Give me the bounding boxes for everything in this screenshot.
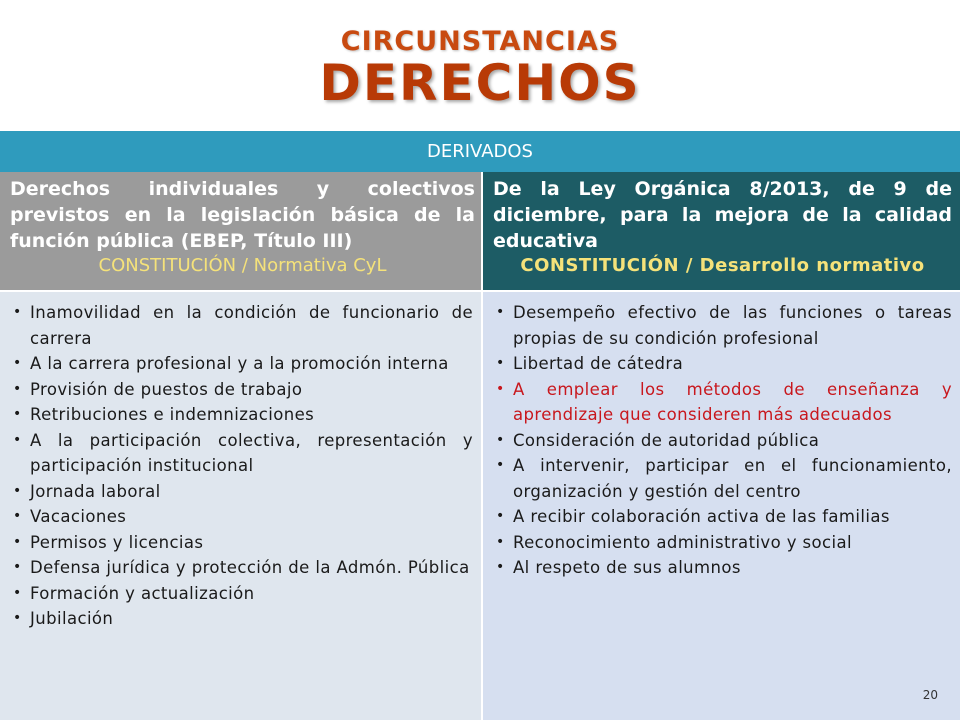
derivados-band: DERIVADOS: [0, 131, 960, 172]
list-item: • Desempeño efectivo de las funciones o tareas propias de su condición profesional: [493, 300, 952, 351]
list-item: • Jubilación: [10, 606, 473, 632]
list-item: • Retribuciones e indemnizaciones: [10, 402, 473, 428]
slide-subtitle: CIRCUNSTANCIAS: [340, 26, 620, 57]
list-item: • Permisos y licencias: [10, 530, 473, 556]
right-column-reference: CONSTITUCIÓN / Desarrollo normativo: [520, 255, 925, 276]
right-rights-list: [493, 300, 952, 581]
list-item: • A la carrera profesional y a la promoción interna: [10, 351, 473, 377]
list-item: • Reconocimiento administrativo y social: [493, 530, 952, 556]
list-item: • Vacaciones: [10, 504, 473, 530]
list-item: • Jornada laboral: [10, 479, 473, 505]
list-item: • Al respeto de sus alumnos: [493, 555, 952, 581]
list-item: • Consideración de autoridad pública: [493, 428, 952, 454]
left-rights-list: [10, 300, 473, 632]
left-column-reference: CONSTITUCIÓN / Normativa CyL: [98, 255, 387, 276]
left-column-heading: Derechos individuales y colectivos previstos en la legislación básica de la función pública (EBEP, Título III): [10, 178, 475, 252]
list-item: • Formación y actualización: [10, 581, 473, 607]
list-item: • Inamovilidad en la condición de funcionario de carrera: [10, 300, 473, 351]
slide-title-block: [0, 0, 960, 130]
right-column-body: [483, 292, 960, 720]
list-item: • A recibir colaboración activa de las familias: [493, 504, 952, 530]
left-column-body: [0, 292, 481, 720]
list-item: • A intervenir, participar en el funcionamiento, organización y gestión del centro: [493, 453, 952, 504]
list-item: • A la participación colectiva, representación y participación institucional: [10, 428, 473, 479]
list-item: • Provisión de puestos de trabajo: [10, 377, 473, 403]
right-column-heading: De la Ley Orgánica 8/2013, de 9 de diciembre, para la mejora de la calidad educativa: [493, 178, 952, 252]
page-number: 20: [922, 688, 938, 702]
slide-title: DERECHOS: [319, 54, 641, 112]
right-column-header: [483, 172, 960, 290]
list-item-highlighted: • A emplear los métodos de enseñanza y aprendizaje que consideren más adecuados: [493, 377, 952, 428]
left-column-header: [0, 172, 481, 290]
list-item: • Defensa jurídica y protección de la Admón. Pública: [10, 555, 473, 581]
list-item: • Libertad de cátedra: [493, 351, 952, 377]
